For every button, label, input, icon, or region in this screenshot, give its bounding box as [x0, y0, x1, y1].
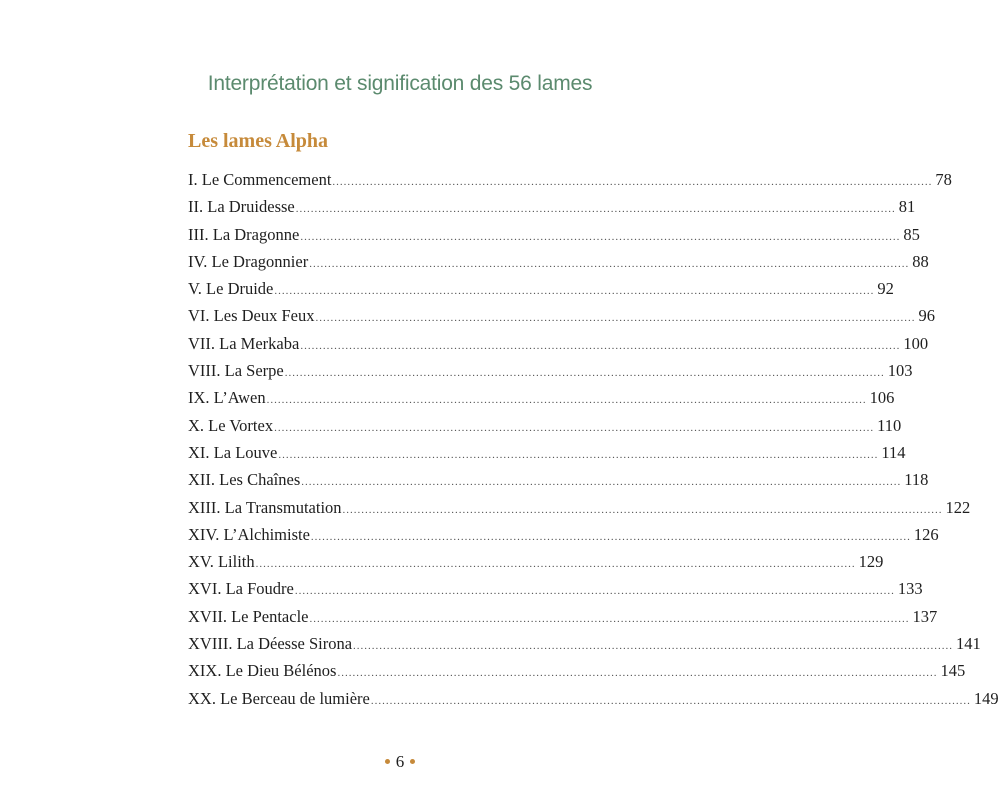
toc-entry-title: XVIII. La Déesse Sirona — [188, 634, 353, 654]
toc-entry-title: XVI. La Foudre — [188, 579, 294, 599]
toc-entry-title: XIX. Le Dieu Bélénos — [188, 661, 337, 681]
toc-entry-page: 96 — [918, 306, 935, 326]
dot-leader: ................................................................................................................................................................ — [266, 394, 867, 407]
dot-leader: ................................................................................................................................................................ — [309, 257, 910, 270]
dot-leader: ................................................................................................................................................................ — [342, 503, 943, 516]
dot-leader: ................................................................................................................................................................ — [295, 203, 896, 216]
toc-entry — [188, 603, 938, 630]
toc-entry-title: XIII. La Transmutation — [188, 497, 342, 517]
toc-entry-page: 137 — [912, 606, 938, 626]
toc-entry — [188, 630, 981, 657]
toc-entry-title: III. La Dragonne — [188, 224, 300, 244]
dot-leader: ................................................................................................................................................................ — [315, 312, 916, 325]
dot-leader: ................................................................................................................................................................ — [370, 694, 971, 707]
toc-entry-page: 118 — [904, 470, 929, 490]
dot-leader: ................................................................................................................................................................ — [255, 558, 856, 571]
toc-entry-page: 106 — [869, 388, 895, 408]
toc-entry-page: 122 — [945, 497, 971, 517]
toc-entry-title: V. Le Druide — [188, 279, 274, 299]
toc-entry-title: XX. Le Berceau de lumière — [188, 688, 370, 708]
toc-entry-page: 126 — [913, 524, 939, 544]
dot-leader: ................................................................................................................................................................ — [274, 421, 875, 434]
toc-entry — [188, 685, 999, 712]
page-title: Interprétation et signification des 56 lames — [207, 72, 593, 95]
dot-leader: ................................................................................................................................................................ — [274, 285, 875, 298]
toc-entry — [188, 575, 923, 602]
toc-entry-title: XII. Les Chaînes — [188, 470, 301, 490]
toc-entry — [188, 193, 916, 220]
toc-entry-page: 141 — [956, 634, 981, 654]
toc-entry-title: X. Le Vortex — [188, 415, 274, 435]
toc-entry-title: I. Le Commencement — [188, 170, 332, 189]
toc-entry-title: XV. Lilith — [188, 552, 255, 572]
bullet-dot-icon — [410, 759, 415, 764]
toc-entry-page: 92 — [877, 279, 894, 299]
dot-leader: ................................................................................................................................................................ — [284, 367, 885, 380]
toc-entry — [188, 439, 906, 466]
toc-entry-title: IV. Le Dragonnier — [188, 251, 309, 271]
dot-leader: ................................................................................................................................................................ — [301, 476, 902, 489]
toc-entry — [188, 412, 902, 439]
toc-entry — [188, 657, 966, 684]
toc-entry — [188, 302, 935, 329]
toc-entry-page: 100 — [903, 333, 929, 353]
toc-entry-page: 149 — [973, 688, 999, 708]
toc-entry-page: 129 — [858, 552, 884, 572]
toc-entry — [188, 330, 929, 357]
bullet-dot-icon — [385, 759, 390, 764]
toc-entry-title: XVII. Le Pentacle — [188, 606, 309, 626]
toc-entry-title: XIV. L’Alchimiste — [188, 524, 310, 544]
toc-entry — [188, 275, 894, 302]
toc-entry — [188, 466, 929, 493]
toc-entry — [188, 548, 884, 575]
toc-entry-page: 85 — [903, 224, 920, 244]
toc-entry — [188, 221, 920, 248]
toc-entry-page: 133 — [897, 579, 923, 599]
toc-entry — [188, 494, 971, 521]
toc-entry — [188, 248, 929, 275]
toc-entry-title: II. La Druidesse — [188, 197, 295, 217]
toc-entry-page: 88 — [912, 251, 929, 271]
dot-leader: ................................................................................................................................................................ — [353, 640, 954, 653]
toc-entry — [188, 521, 939, 548]
toc-entry-page: 145 — [940, 661, 966, 681]
toc-entry — [188, 166, 952, 193]
toc-entry-title: XI. La Louve — [188, 442, 278, 462]
dot-leader: ................................................................................................................................................................ — [300, 339, 901, 352]
dot-leader: ................................................................................................................................................................ — [278, 448, 879, 461]
toc-entry-title: VIII. La Serpe — [188, 361, 284, 381]
section-heading: Les lames Alpha — [188, 130, 329, 152]
toc-entry-page: 110 — [877, 415, 902, 435]
toc-entry-page: 81 — [898, 197, 916, 217]
toc-entry-page: 78 — [935, 170, 952, 189]
dot-leader: ................................................................................................................................................................ — [337, 667, 938, 680]
toc-entry-title: VII. La Merkaba — [188, 333, 300, 353]
page-footer — [0, 752, 800, 772]
toc-entry-title: VI. Les Deux Feux — [188, 306, 315, 326]
dot-leader: ................................................................................................................................................................ — [332, 176, 933, 188]
dot-leader: ................................................................................................................................................................ — [294, 585, 895, 598]
dot-leader: ................................................................................................................................................................ — [309, 612, 910, 625]
table-of-contents — [188, 166, 999, 712]
dot-leader: ................................................................................................................................................................ — [310, 530, 911, 543]
page-number: 6 — [395, 752, 405, 771]
toc-entry — [188, 384, 895, 411]
toc-entry-page: 103 — [887, 361, 913, 381]
toc-entry-page: 114 — [881, 442, 906, 462]
dot-leader: ................................................................................................................................................................ — [300, 230, 901, 243]
toc-entry — [188, 357, 913, 384]
toc-entry-title: IX. L’Awen — [188, 388, 266, 408]
